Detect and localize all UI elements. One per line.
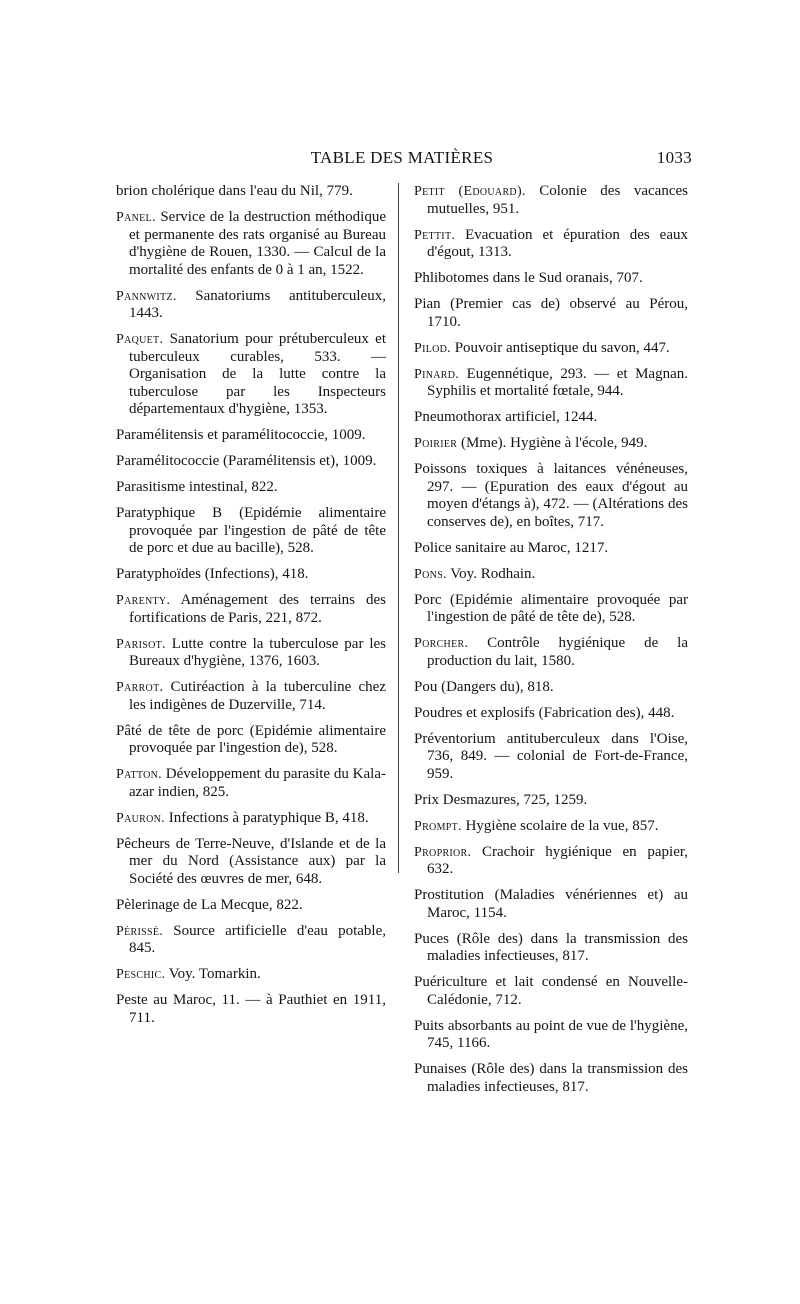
index-entry-text: Puits absorbants au point de vue de l'hygiène, 745, 1166. (414, 1017, 688, 1051)
index-entry (116, 331, 386, 419)
index-entry-author: Petit (Edouard). (414, 184, 526, 199)
index-entry-author: Parisot. (116, 636, 166, 652)
index-entry-text: Police sanitaire au Maroc, 1217. (414, 539, 609, 556)
index-entry-author: Pannwitz. (116, 288, 177, 304)
index-entry-author: Parrot. (116, 680, 164, 695)
index-entry (414, 540, 688, 558)
index-entry-text: Porc (Epidémie alimentaire provoquée par l'ingestion de pâté de tête de), 528. (414, 591, 688, 625)
index-entry (116, 897, 386, 915)
index-entry-author: Parenty. (116, 593, 171, 608)
index-entry (414, 792, 688, 810)
index-entry-text: Poissons toxiques à laitances vénéneuses, 297. — (Epuration des eaux d'égout au moyen d'étangs à), 472. — (Altérations des conserves de), en boîtes, 717. (414, 461, 688, 530)
index-entry-text: Evacuation et épuration des eaux d'égout, 1313. (427, 226, 688, 260)
index-entry (116, 288, 386, 323)
index-entry (414, 366, 688, 401)
index-entry (414, 340, 688, 358)
index-entry-author: Patton. (116, 767, 162, 782)
index-entry-author: Poirier (414, 436, 458, 451)
index-entry-text: Paramélitensis et paramélitococcie, 1009. (116, 427, 366, 443)
index-entry-text: Phlibotomes dans le Sud oranais, 707. (414, 270, 643, 286)
index-entry (116, 427, 386, 445)
index-entry-text: Pèlerinage de La Mecque, 822. (116, 896, 303, 913)
running-header (112, 148, 692, 172)
index-entry-text: Pâté de tête de porc (Epidémie alimentaire provoquée par l'ingestion de), 528. (116, 722, 386, 756)
index-entry-text: Puériculture et lait condensé en Nouvelle-Calédonie, 712. (414, 974, 688, 1008)
index-entry-author: Périssé. (116, 923, 164, 939)
index-entry-author: Prompt. (414, 818, 462, 834)
index-entry (116, 505, 386, 558)
index-entry-author: Pauron. (116, 810, 165, 826)
index-entry-text: Lutte contre la tuberculose par les Bureaux d'hygiène, 1376, 1603. (129, 635, 386, 669)
index-entry (116, 479, 386, 497)
page-number: 1033 (656, 148, 692, 167)
index-entry (414, 818, 688, 836)
index-entry (116, 453, 386, 471)
index-entry-author: Panel. (116, 210, 156, 225)
index-entry (116, 966, 386, 984)
index-entry (116, 923, 386, 958)
index-entry-text: Pouvoir antiseptique du savon, 447. (450, 339, 670, 356)
index-entry (414, 844, 688, 879)
index-entry (414, 435, 688, 453)
index-column-right (414, 183, 688, 1105)
index-entry (414, 409, 688, 427)
index-entry-author: Paquet. (116, 332, 164, 347)
index-entry-text: Pian (Premier cas de) observé au Pérou, 1710. (414, 296, 688, 330)
index-entry-text: Prostitution (Maladies vénériennes et) au Maroc, 1154. (414, 887, 688, 921)
index-entry-text: Prix Desmazures, 725, 1259. (414, 791, 588, 808)
index-entry (414, 974, 688, 1009)
index-entry (414, 731, 688, 784)
index-entry (116, 566, 386, 584)
index-entry (414, 635, 688, 670)
index-column-left (116, 183, 386, 1036)
index-entry-text: Crachoir hygiénique en papier, 632. (427, 843, 688, 877)
index-entry-text: Préventorium antituberculeux dans l'Oise, 736, 849. — colonial de Fort-de-France, 959. (414, 730, 688, 782)
index-entry (116, 766, 386, 801)
index-entry-author: Pettit. (414, 227, 456, 243)
index-entry (414, 566, 688, 584)
page-title: TABLE DES MATIÈRES (310, 148, 494, 167)
index-entry (116, 183, 386, 201)
index-entry (414, 1018, 688, 1053)
index-entry (116, 992, 386, 1027)
index-entry-text: Cutiréaction à la tuberculine chez les indigènes de Duzerville, 714. (129, 679, 386, 713)
index-entry-text: Voy. Tomarkin. (165, 966, 261, 982)
index-entry-text: Source artificielle d'eau potable, 845. (129, 922, 386, 956)
index-entry (116, 723, 386, 758)
index-entry-text: Aménagement des terrains des fortifications de Paris, 221, 872. (129, 592, 386, 626)
index-entry (414, 183, 688, 218)
index-entry (414, 227, 688, 262)
index-entry (116, 636, 386, 671)
index-entry-text: Paratyphique B (Epidémie alimentaire provoquée par l'ingestion de pâté de tête de porc et due au bacille), 528. (116, 505, 386, 556)
index-entry-author: Peschic. (116, 967, 166, 982)
index-entry-text: Eugennétique, 293. — et Magnan. Syphilis et mortalité fœtale, 944. (427, 365, 688, 399)
index-entry (414, 592, 688, 627)
index-entry-text: Voy. Rodhain. (446, 565, 536, 582)
index-entry (414, 1061, 688, 1096)
index-entry-text: Contrôle hygiénique de la production du lait, 1580. (427, 635, 688, 669)
index-entry-text: Punaises (Rôle des) dans la transmission des maladies infectieuses, 817. (414, 1061, 688, 1095)
index-entry (116, 810, 386, 828)
index-entry-text: Infections à paratyphique B, 418. (164, 809, 369, 826)
index-entry-author: Proprior. (414, 844, 472, 860)
index-entry-text: Paramélitococcie (Paramélitensis et), 1009. (116, 453, 377, 469)
index-entry-text: Poudres et explosifs (Fabrication des), 448. (414, 704, 675, 721)
index-entry-text: Paratyphoïdes (Infections), 418. (116, 566, 309, 582)
index-entry-text: Colonie des vacances mutuelles, 951. (427, 183, 688, 217)
index-entry (116, 679, 386, 714)
index-entry-text: Développement du parasite du Kala-azar indien, 825. (129, 766, 386, 800)
index-entry (414, 296, 688, 331)
index-entry-text: Pêcheurs de Terre-Neuve, d'Islande et de la mer du Nord (Assistance aux) par la Société des œuvres de mer, 648. (116, 835, 386, 887)
column-divider (398, 183, 399, 873)
index-entry (414, 461, 688, 531)
index-entry (414, 931, 688, 966)
index-entry-text: (Mme). Hygiène à l'école, 949. (457, 435, 648, 451)
index-entry-text: Pou (Dangers du), 818. (414, 678, 554, 695)
index-entry-text: Hygiène scolaire de la vue, 857. (461, 817, 659, 834)
index-entry-text: Sanatorium pour prétuberculeux et tuberculeux curables, 533. — Organisation de la lutte contre la tuberculose par les Inspecteurs départementaux d'hygiène, 1353. (129, 331, 386, 417)
index-entry (414, 887, 688, 922)
index-entry (116, 209, 386, 279)
index-entry (414, 705, 688, 723)
index-entry-author: Porcher. (414, 636, 469, 651)
index-entry (414, 679, 688, 697)
index-entry (414, 270, 688, 288)
index-entry-author: Pilod. (414, 340, 451, 356)
index-entry (116, 836, 386, 889)
index-entry-text: brion cholérique dans l'eau du Nil, 779. (116, 183, 353, 199)
index-entry (116, 592, 386, 627)
index-entry-text: Pneumothorax artificiel, 1244. (414, 409, 598, 425)
index-entry-text: Sanatoriums antituberculeux, 1443. (129, 287, 386, 321)
index-entry-text: Peste au Maroc, 11. — à Pauthiet en 1911, 711. (116, 992, 386, 1026)
index-entry-text: Parasitisme intestinal, 822. (116, 479, 278, 495)
index-entry-text: Service de la destruction méthodique et permanente des rats organisé au Bureau d'hygiène de Rouen, 1330. — Calcul de la mortalité des enfants de 0 à 1 an, 1522. (129, 209, 386, 278)
index-entry-author: Pinard. (414, 366, 460, 382)
index-entry-author: Pons. (414, 566, 447, 582)
index-entry-text: Puces (Rôle des) dans la transmission des maladies infectieuses, 817. (414, 930, 688, 964)
